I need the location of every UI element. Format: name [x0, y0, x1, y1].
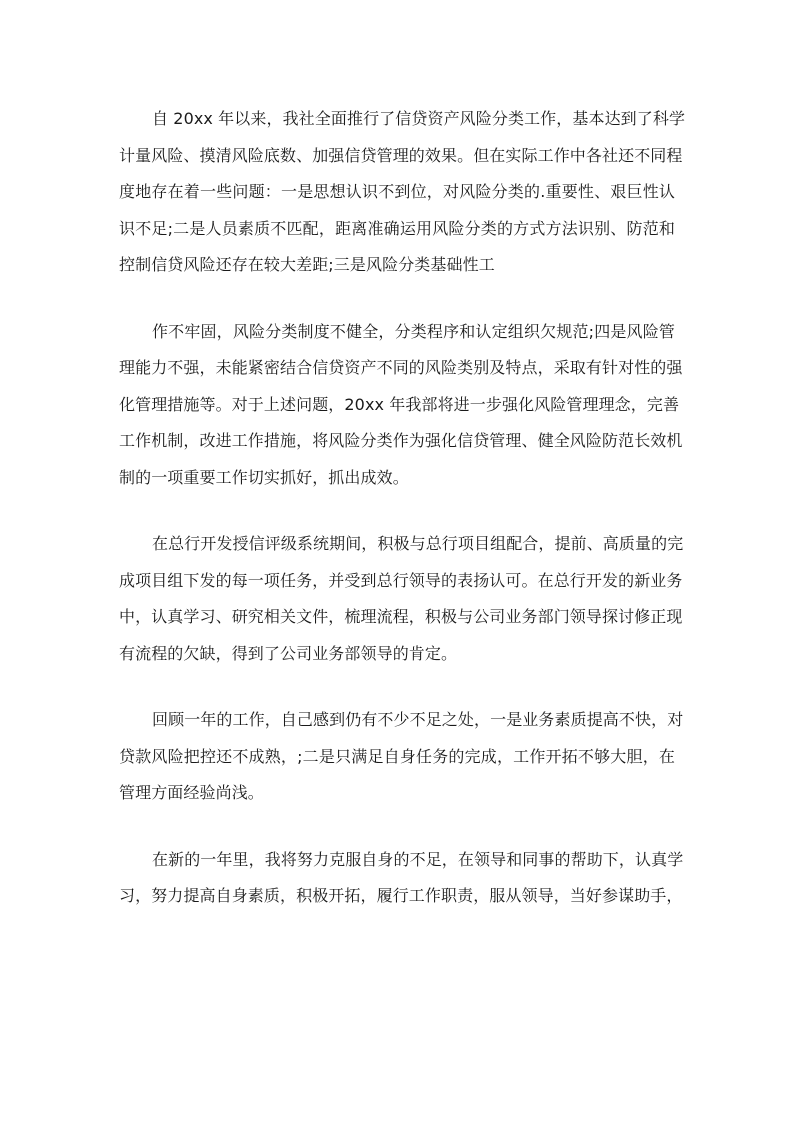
- paragraph-line: 控制信贷风险还存在较大差距;三是风险分类基础性工: [119, 255, 495, 274]
- paragraph-line: 在总行开发授信评级系统期间，积极与总行项目组配合，提前、高质量的完: [152, 534, 684, 553]
- paragraph-1: [119, 101, 686, 284]
- paragraph-line: 中，认真学习、研究相关文件，梳理流程，积极与公司业务部门领导探讨修正现: [119, 607, 683, 626]
- paragraph-line: 化管理措施等。对于上述问题，20xx 年我部将进一步强化风险管理理念，完善: [119, 394, 680, 414]
- paragraph-line: 工作机制，改进工作措施，将风险分类作为强化信贷管理、健全风险防范长效机: [119, 431, 683, 450]
- paragraph-line: 理能力不强，未能紧密结合信贷资产不同的风险类别及特点，采取有针对性的强: [119, 358, 683, 377]
- paragraph-line: 计量风险、摸清风险底数、加强信贷管理的效果。但在实际工作中各社还不同程: [119, 145, 683, 165]
- paragraph-line: 度地存在着一些问题：一是思想认识不到位，对风险分类的.重要性、艰巨性认: [119, 182, 675, 201]
- paragraph-line: 自 20xx 年以来，我社全面推行了信贷资产风险分类工作，基本达到了科学: [152, 109, 686, 128]
- paragraph-line: 管理方面经验尚浅。: [119, 783, 264, 802]
- paragraph-line: 成项目组下发的每一项任务，并受到总行领导的表扬认可。在总行开发的新业务: [119, 570, 683, 590]
- paragraph-4: [119, 702, 684, 812]
- paragraph-line: 有流程的欠缺，得到了公司业务部领导的肯定。: [119, 643, 458, 663]
- paragraph-2: [119, 314, 683, 497]
- paragraph-line: 制的一项重要工作切实抓好，抓出成效。: [119, 467, 409, 487]
- paragraph-line: 习，努力提高自身素质，积极开拓，履行工作职责，服从领导，当好参谋助手，: [119, 886, 683, 905]
- paragraph-line: 识不足;二是人员素质不匹配，距离准确运用风险分类的方式方法识别、防范和: [119, 218, 675, 238]
- document-body: [119, 101, 686, 945]
- paragraph-line: 作不牢固，风险分类制度不健全，分类程序和认定组织欠规范;四是风险管: [152, 321, 675, 341]
- paragraph-line: 贷款风险把控还不成熟，;二是只满足自身任务的完成，工作开拓不够大胆，在: [119, 746, 675, 766]
- paragraph-3: [119, 526, 684, 672]
- paragraph-5: [119, 842, 684, 915]
- paragraph-line: 回顾一年的工作，自己感到仍有不少不足之处，一是业务素质提高不快，对: [152, 710, 684, 729]
- paragraph-line: 在新的一年里，我将努力克服自身的不足，在领导和同事的帮助下，认真学: [152, 849, 684, 869]
